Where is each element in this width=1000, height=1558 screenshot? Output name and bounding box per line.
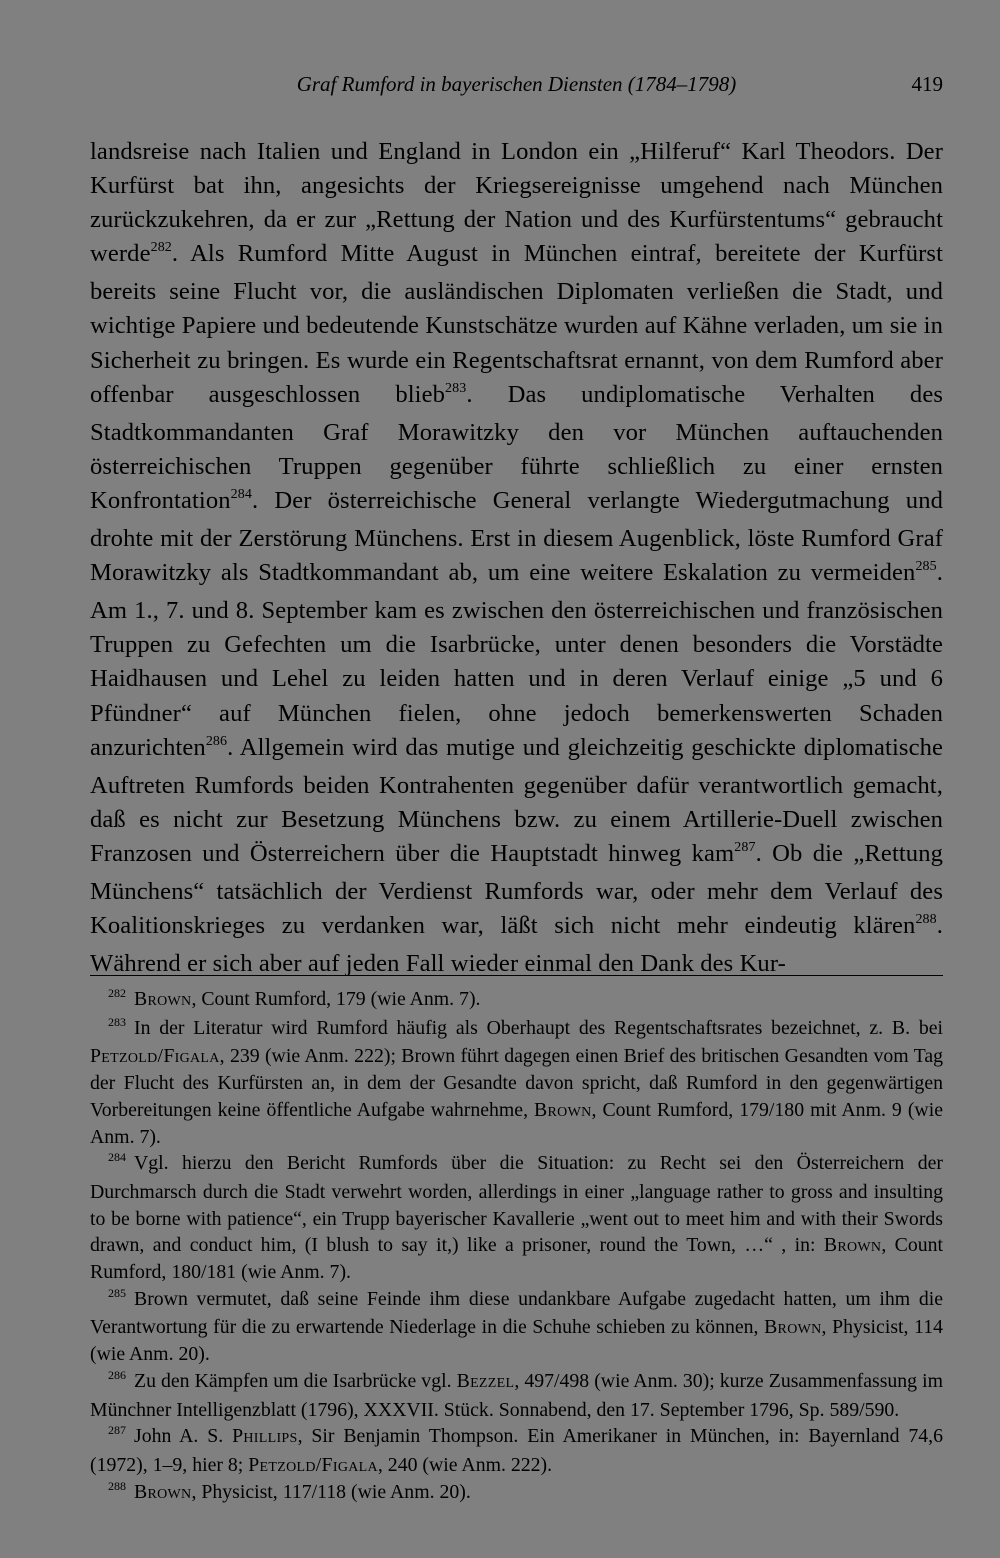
footnote-divider — [90, 975, 943, 976]
author-name: Brown — [534, 1098, 592, 1121]
footnote-text: , Count Rumford, 180/181 (wie Anm. 7). — [90, 1234, 943, 1284]
text-segment: . Am 1., 7. und 8. September kam es zwischen den österreichischen und französischen Truppen zu Gefechten um die Isarbrücke, unter denen besonders die Vorstädte Haidhausen und Lehel zu leiden hatten und in deren Verlauf einige „5 und 6 Pfündner“ auf München fielen, ohne jedoch bemerkenswerten Schaden anzurichten — [90, 559, 943, 761]
footnote-reference-287: 287 — [734, 839, 756, 855]
footnote-reference-284: 284 — [230, 486, 252, 502]
author-name: Brown — [764, 1316, 822, 1339]
text-segment: . Als Rumford Mitte August in München eintraf, bereitete der Kurfürst bereits seine Flucht vor, die ausländischen Diplomaten verließen die Stadt, und wichtige Papiere und bedeutende Kunstschätze wurden auf Kähne verladen, um sie in Sicherheit zu bringen. Es wurde ein Regentschaftsrat ernannt, von dem Rumford aber offenbar ausgeschlossen blieb — [90, 240, 943, 408]
paragraph — [90, 135, 943, 981]
footnote-reference-283: 283 — [445, 380, 467, 396]
author-name: Bezzel — [456, 1369, 515, 1392]
author-name: Phillips — [232, 1425, 298, 1448]
footnote-text: Zu den Kämpfen um die Isarbrücke vgl. — [134, 1369, 457, 1392]
footnote-287 — [90, 1423, 943, 1478]
text-segment: . Der österreichische General verlangte Wiedergutmachung und drohte mit der Zerstörung Münchens. Erst in diesem Augenblick, löste Rumford Graf Morawitzky als Stadtkommandant ab, um eine weitere Eskalation zu vermeiden — [90, 486, 943, 587]
text-segment: . Ob die „Rettung Münchens“ tatsächlich der Verdienst Rumfords war, oder mehr dem Verlauf des Koalitionskrieges zu verdanken war, läßt sich nicht mehr eindeutig klären — [90, 839, 943, 940]
page-number: 419 — [911, 72, 943, 96]
footnote-reference-282: 282 — [150, 240, 172, 256]
footnotes — [90, 986, 943, 1507]
text-segment: . Während er sich aber auf jeden Fall wieder einmal den Dank des Kur- — [90, 912, 943, 978]
author-name: Petzold/Figala — [90, 1045, 220, 1068]
footnote-number: 282 — [108, 986, 126, 1000]
text-segment: landsreise nach Italien und England in London ein „Hilferuf“ Karl Theodors. Der Kurfürst bat ihn, angesichts der Kriegsereignisse umgehend nach München zurückzukehren, da er zur „Rettung der Nation und des Kurfürstentums“ gebraucht werde — [90, 138, 943, 268]
author-name: Brown — [134, 988, 192, 1010]
footnote-282 — [90, 986, 943, 1015]
footnote-reference-288: 288 — [915, 912, 937, 928]
footnote-text: Brown vermutet, daß seine Feinde ihm diese undankbare Aufgabe zugedacht hatten, um ihm die Verantwortung für die zu erwartende Niederlage in die Schuhe schieben zu können, — [90, 1287, 943, 1339]
author-name: Petzold/Figala — [248, 1453, 378, 1476]
footnote-text: , Sir Benjamin Thompson. Ein Amerikaner in München, in: Bayernland 74,6 (1972), 1–9, hier 8; — [90, 1425, 944, 1476]
author-name: Brown — [823, 1234, 882, 1257]
footnote-text: , Count Rumford, 179 (wie Anm. 7). — [191, 988, 481, 1010]
author-name: Brown — [134, 1480, 192, 1503]
footnote-number: 283 — [108, 1014, 126, 1029]
running-head — [90, 68, 943, 100]
footnote-reference-285: 285 — [915, 559, 937, 575]
footnote-number: 288 — [108, 1478, 126, 1493]
footnote-284 — [90, 1150, 943, 1286]
footnote-285 — [90, 1286, 943, 1368]
footnote-text: In der Literatur wird Rumford häufig als Oberhaupt des Regentschaftsrates bezeichnet, z. B. bei — [134, 1016, 943, 1039]
footnote-text: , Physicist, 114 (wie Anm. 20). — [90, 1316, 943, 1366]
footnote-283 — [90, 1015, 943, 1151]
footnote-text: , Physicist, 117/118 (wie Anm. 20). — [191, 1480, 471, 1503]
text-segment: . Das undiplomatische Verhalten des Stadtkommandanten Graf Morawitzky den vor München auftauchenden österreichischen Truppen gegenüber führte schließlich zu einer ernsten Konfrontation — [90, 380, 944, 514]
footnote-text: , 240 (wie Anm. 222). — [377, 1453, 553, 1476]
footnote-number: 287 — [108, 1423, 126, 1438]
running-title: Graf Rumford in bayerischen Diensten (1784–1798) — [296, 72, 737, 96]
main-text — [90, 135, 943, 981]
footnote-text: , 497/498 (wie Anm. 30); kurze Zusammenfassung im Münchner Intelligenzblatt (1796), XXXVII. Stück. Sonnabend, den 17. September 1796, Sp. 589/590. — [90, 1369, 943, 1421]
footnote-number: 286 — [108, 1367, 126, 1382]
footnote-number: 285 — [108, 1285, 126, 1300]
footnote-number: 284 — [108, 1150, 126, 1165]
footnote-text: , 239 (wie Anm. 222); Brown führt dagegen einen Brief des britischen Gesandten vom Tag der Flucht des Kurfürsten an, in dem der Gesandte davon spricht, daß Rumford in den gegenwärtigen Vorbereitungen keine öffentliche Aufgabe wahrnehme, — [90, 1045, 943, 1121]
footnote-reference-286: 286 — [205, 733, 228, 749]
footnote-text: Vgl. hierzu den Bericht Rumfords über die Situation: zu Recht sei den Österreichern der Durchmarsch durch die Stadt verwehrt worden, allerdings in einer „language rather to gross and insulting to be borne with patience“, ein Trupp bayerischer Kavallerie „went out to meet him and with their Swords drawn, and conduct him, (I blush to say it,) like a prisoner, round the Town, …“ , in: — [90, 1152, 943, 1257]
footnote-text: John A. S. — [134, 1425, 233, 1448]
footnote-286 — [90, 1368, 943, 1423]
text-segment: . Allgemein wird das mutige und gleichzeitig geschickte diplomatische Auftreten Rumfords beiden Kontrahenten gegenüber dafür verantwortlich gemacht, daß es nicht zur Besetzung Münchens bzw. zu einem Artillerie-Duell zwischen Franzosen und Österreichern über die Hauptstadt hinweg kam — [90, 733, 943, 867]
footnote-288 — [90, 1479, 943, 1508]
footnote-text: , Count Rumford, 179/180 mit Anm. 9 (wie Anm. 7). — [90, 1098, 943, 1148]
